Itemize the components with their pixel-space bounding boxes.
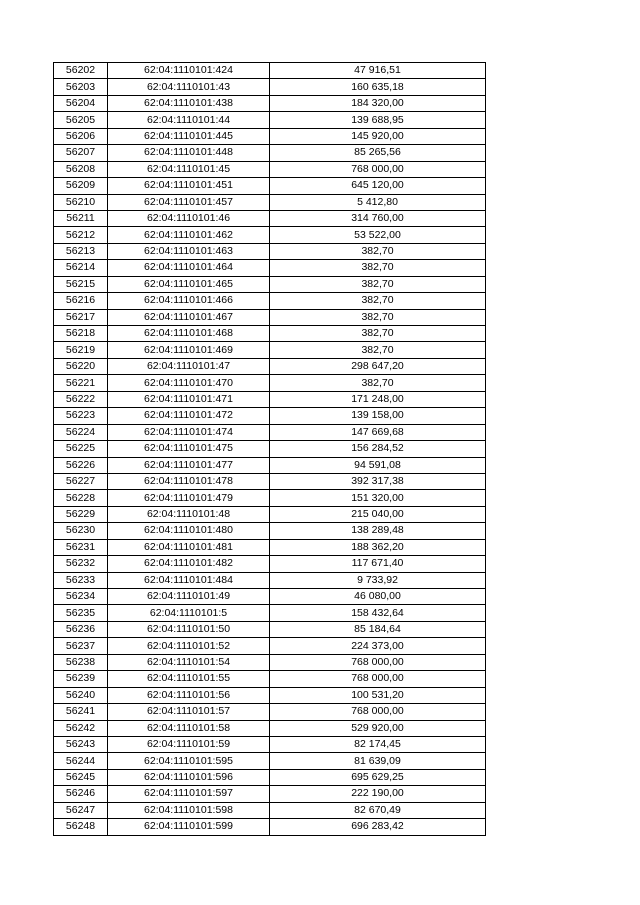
row-number-cell: 56213 <box>54 243 108 259</box>
table-row <box>54 375 486 391</box>
cadastral-number-cell: 62:04:1110101:595 <box>108 753 270 769</box>
table-row <box>54 802 486 818</box>
cadastral-number-cell: 62:04:1110101:52 <box>108 638 270 654</box>
table-row <box>54 63 486 79</box>
cadastral-number-cell: 62:04:1110101:481 <box>108 539 270 555</box>
row-number-cell: 56220 <box>54 358 108 374</box>
table-row <box>54 572 486 588</box>
row-number-cell: 56244 <box>54 753 108 769</box>
cadastral-value-cell: 382,70 <box>270 243 486 259</box>
row-number-cell: 56212 <box>54 227 108 243</box>
row-number-cell: 56223 <box>54 408 108 424</box>
cadastral-number-cell: 62:04:1110101:445 <box>108 128 270 144</box>
cadastral-number-cell: 62:04:1110101:45 <box>108 161 270 177</box>
cadastral-number-cell: 62:04:1110101:448 <box>108 145 270 161</box>
row-number-cell: 56247 <box>54 802 108 818</box>
cadastral-value-cell: 9 733,92 <box>270 572 486 588</box>
row-number-cell: 56241 <box>54 704 108 720</box>
table-row <box>54 326 486 342</box>
cadastral-value-cell: 138 289,48 <box>270 523 486 539</box>
cadastral-value-cell: 695 629,25 <box>270 769 486 785</box>
row-number-cell: 56237 <box>54 638 108 654</box>
cadastral-number-cell: 62:04:1110101:54 <box>108 654 270 670</box>
cadastral-value-cell: 156 284,52 <box>270 441 486 457</box>
cadastral-number-cell: 62:04:1110101:466 <box>108 293 270 309</box>
cadastral-number-cell: 62:04:1110101:484 <box>108 572 270 588</box>
table-row <box>54 293 486 309</box>
table-row <box>54 589 486 605</box>
row-number-cell: 56225 <box>54 441 108 457</box>
table-row <box>54 704 486 720</box>
table-row <box>54 753 486 769</box>
cadastral-number-cell: 62:04:1110101:50 <box>108 621 270 637</box>
cadastral-number-cell: 62:04:1110101:472 <box>108 408 270 424</box>
cadastral-value-cell: 298 647,20 <box>270 358 486 374</box>
table-row <box>54 819 486 835</box>
cadastral-value-cell: 158 432,64 <box>270 605 486 621</box>
cadastral-value-cell: 222 190,00 <box>270 786 486 802</box>
table-row <box>54 786 486 802</box>
table-row <box>54 556 486 572</box>
row-number-cell: 56235 <box>54 605 108 621</box>
cadastral-value-cell: 224 373,00 <box>270 638 486 654</box>
cadastral-number-cell: 62:04:1110101:467 <box>108 309 270 325</box>
cadastral-number-cell: 62:04:1110101:464 <box>108 260 270 276</box>
table-row <box>54 621 486 637</box>
cadastral-value-cell: 184 320,00 <box>270 95 486 111</box>
cadastral-value-cell: 151 320,00 <box>270 490 486 506</box>
table-row <box>54 95 486 111</box>
cadastral-value-cell: 117 671,40 <box>270 556 486 572</box>
cadastral-number-cell: 62:04:1110101:424 <box>108 63 270 79</box>
cadastral-number-cell: 62:04:1110101:465 <box>108 276 270 292</box>
cadastral-number-cell: 62:04:1110101:457 <box>108 194 270 210</box>
row-number-cell: 56217 <box>54 309 108 325</box>
cadastral-number-cell: 62:04:1110101:477 <box>108 457 270 473</box>
cadastral-number-cell: 62:04:1110101:469 <box>108 342 270 358</box>
cadastral-value-cell: 85 184,64 <box>270 621 486 637</box>
table-body <box>54 63 486 836</box>
row-number-cell: 56202 <box>54 63 108 79</box>
cadastral-number-cell: 62:04:1110101:474 <box>108 424 270 440</box>
cadastral-value-cell: 139 158,00 <box>270 408 486 424</box>
cadastral-number-cell: 62:04:1110101:468 <box>108 326 270 342</box>
cadastral-value-cell: 81 639,09 <box>270 753 486 769</box>
table-row <box>54 358 486 374</box>
table-row <box>54 391 486 407</box>
cadastral-value-cell: 215 040,00 <box>270 506 486 522</box>
cadastral-value-cell: 768 000,00 <box>270 654 486 670</box>
row-number-cell: 56210 <box>54 194 108 210</box>
table-row <box>54 457 486 473</box>
row-number-cell: 56228 <box>54 490 108 506</box>
row-number-cell: 56211 <box>54 210 108 226</box>
cadastral-number-cell: 62:04:1110101:55 <box>108 671 270 687</box>
cadastral-number-cell: 62:04:1110101:462 <box>108 227 270 243</box>
cadastral-number-cell: 62:04:1110101:49 <box>108 589 270 605</box>
table-row <box>54 605 486 621</box>
row-number-cell: 56207 <box>54 145 108 161</box>
cadastral-value-cell: 82 670,49 <box>270 802 486 818</box>
cadastral-number-cell: 62:04:1110101:48 <box>108 506 270 522</box>
row-number-cell: 56208 <box>54 161 108 177</box>
row-number-cell: 56246 <box>54 786 108 802</box>
cadastral-value-cell: 85 265,56 <box>270 145 486 161</box>
row-number-cell: 56230 <box>54 523 108 539</box>
cadastral-number-cell: 62:04:1110101:5 <box>108 605 270 621</box>
row-number-cell: 56222 <box>54 391 108 407</box>
table-row <box>54 112 486 128</box>
cadastral-value-cell: 645 120,00 <box>270 178 486 194</box>
cadastral-number-cell: 62:04:1110101:598 <box>108 802 270 818</box>
cadastral-value-cell: 314 760,00 <box>270 210 486 226</box>
cadastral-number-cell: 62:04:1110101:480 <box>108 523 270 539</box>
row-number-cell: 56232 <box>54 556 108 572</box>
row-number-cell: 56206 <box>54 128 108 144</box>
cadastral-value-table <box>53 62 486 836</box>
cadastral-number-cell: 62:04:1110101:482 <box>108 556 270 572</box>
cadastral-value-cell: 382,70 <box>270 309 486 325</box>
table-row <box>54 243 486 259</box>
cadastral-value-cell: 382,70 <box>270 293 486 309</box>
cadastral-number-cell: 62:04:1110101:438 <box>108 95 270 111</box>
cadastral-value-cell: 171 248,00 <box>270 391 486 407</box>
row-number-cell: 56204 <box>54 95 108 111</box>
cadastral-value-cell: 768 000,00 <box>270 671 486 687</box>
row-number-cell: 56229 <box>54 506 108 522</box>
cadastral-value-cell: 382,70 <box>270 326 486 342</box>
cadastral-number-cell: 62:04:1110101:470 <box>108 375 270 391</box>
table-row <box>54 654 486 670</box>
row-number-cell: 56233 <box>54 572 108 588</box>
cadastral-value-cell: 768 000,00 <box>270 161 486 177</box>
row-number-cell: 56248 <box>54 819 108 835</box>
cadastral-value-cell: 139 688,95 <box>270 112 486 128</box>
cadastral-value-cell: 100 531,20 <box>270 687 486 703</box>
row-number-cell: 56239 <box>54 671 108 687</box>
cadastral-number-cell: 62:04:1110101:56 <box>108 687 270 703</box>
row-number-cell: 56209 <box>54 178 108 194</box>
row-number-cell: 56231 <box>54 539 108 555</box>
table-row <box>54 342 486 358</box>
row-number-cell: 56245 <box>54 769 108 785</box>
cadastral-value-cell: 46 080,00 <box>270 589 486 605</box>
table-row <box>54 506 486 522</box>
row-number-cell: 56242 <box>54 720 108 736</box>
cadastral-value-cell: 160 635,18 <box>270 79 486 95</box>
table-row <box>54 490 486 506</box>
row-number-cell: 56216 <box>54 293 108 309</box>
table-row <box>54 441 486 457</box>
table-row <box>54 194 486 210</box>
row-number-cell: 56221 <box>54 375 108 391</box>
table-row <box>54 769 486 785</box>
cadastral-number-cell: 62:04:1110101:475 <box>108 441 270 457</box>
table-row <box>54 687 486 703</box>
cadastral-value-cell: 5 412,80 <box>270 194 486 210</box>
table-row <box>54 79 486 95</box>
cadastral-number-cell: 62:04:1110101:479 <box>108 490 270 506</box>
cadastral-value-cell: 147 669,68 <box>270 424 486 440</box>
table-row <box>54 227 486 243</box>
cadastral-value-cell: 382,70 <box>270 276 486 292</box>
table-row <box>54 408 486 424</box>
cadastral-value-cell: 188 362,20 <box>270 539 486 555</box>
row-number-cell: 56224 <box>54 424 108 440</box>
cadastral-value-cell: 529 920,00 <box>270 720 486 736</box>
table-row <box>54 161 486 177</box>
row-number-cell: 56215 <box>54 276 108 292</box>
table-row <box>54 260 486 276</box>
cadastral-value-cell: 53 522,00 <box>270 227 486 243</box>
row-number-cell: 56238 <box>54 654 108 670</box>
cadastral-number-cell: 62:04:1110101:46 <box>108 210 270 226</box>
cadastral-value-cell: 382,70 <box>270 375 486 391</box>
table-row <box>54 473 486 489</box>
table-row <box>54 309 486 325</box>
cadastral-number-cell: 62:04:1110101:43 <box>108 79 270 95</box>
row-number-cell: 56243 <box>54 736 108 752</box>
row-number-cell: 56227 <box>54 473 108 489</box>
cadastral-value-cell: 382,70 <box>270 260 486 276</box>
row-number-cell: 56226 <box>54 457 108 473</box>
row-number-cell: 56205 <box>54 112 108 128</box>
cadastral-value-cell: 696 283,42 <box>270 819 486 835</box>
cadastral-number-cell: 62:04:1110101:471 <box>108 391 270 407</box>
cadastral-number-cell: 62:04:1110101:597 <box>108 786 270 802</box>
table-row <box>54 178 486 194</box>
row-number-cell: 56236 <box>54 621 108 637</box>
table-row <box>54 424 486 440</box>
cadastral-number-cell: 62:04:1110101:47 <box>108 358 270 374</box>
table-row <box>54 128 486 144</box>
table-row <box>54 671 486 687</box>
table-row <box>54 638 486 654</box>
row-number-cell: 56218 <box>54 326 108 342</box>
cadastral-value-cell: 82 174,45 <box>270 736 486 752</box>
table-row <box>54 276 486 292</box>
cadastral-number-cell: 62:04:1110101:599 <box>108 819 270 835</box>
cadastral-number-cell: 62:04:1110101:463 <box>108 243 270 259</box>
cadastral-number-cell: 62:04:1110101:44 <box>108 112 270 128</box>
row-number-cell: 56219 <box>54 342 108 358</box>
cadastral-value-cell: 47 916,51 <box>270 63 486 79</box>
cadastral-value-cell: 382,70 <box>270 342 486 358</box>
table-row <box>54 523 486 539</box>
cadastral-number-cell: 62:04:1110101:58 <box>108 720 270 736</box>
row-number-cell: 56214 <box>54 260 108 276</box>
cadastral-value-cell: 145 920,00 <box>270 128 486 144</box>
cadastral-value-cell: 768 000,00 <box>270 704 486 720</box>
cadastral-value-cell: 94 591,08 <box>270 457 486 473</box>
cadastral-number-cell: 62:04:1110101:596 <box>108 769 270 785</box>
row-number-cell: 56234 <box>54 589 108 605</box>
cadastral-value-cell: 392 317,38 <box>270 473 486 489</box>
cadastral-number-cell: 62:04:1110101:57 <box>108 704 270 720</box>
table-row <box>54 720 486 736</box>
cadastral-number-cell: 62:04:1110101:478 <box>108 473 270 489</box>
table-row <box>54 736 486 752</box>
table-row <box>54 145 486 161</box>
row-number-cell: 56203 <box>54 79 108 95</box>
table-row <box>54 539 486 555</box>
cadastral-number-cell: 62:04:1110101:451 <box>108 178 270 194</box>
row-number-cell: 56240 <box>54 687 108 703</box>
table-row <box>54 210 486 226</box>
cadastral-number-cell: 62:04:1110101:59 <box>108 736 270 752</box>
